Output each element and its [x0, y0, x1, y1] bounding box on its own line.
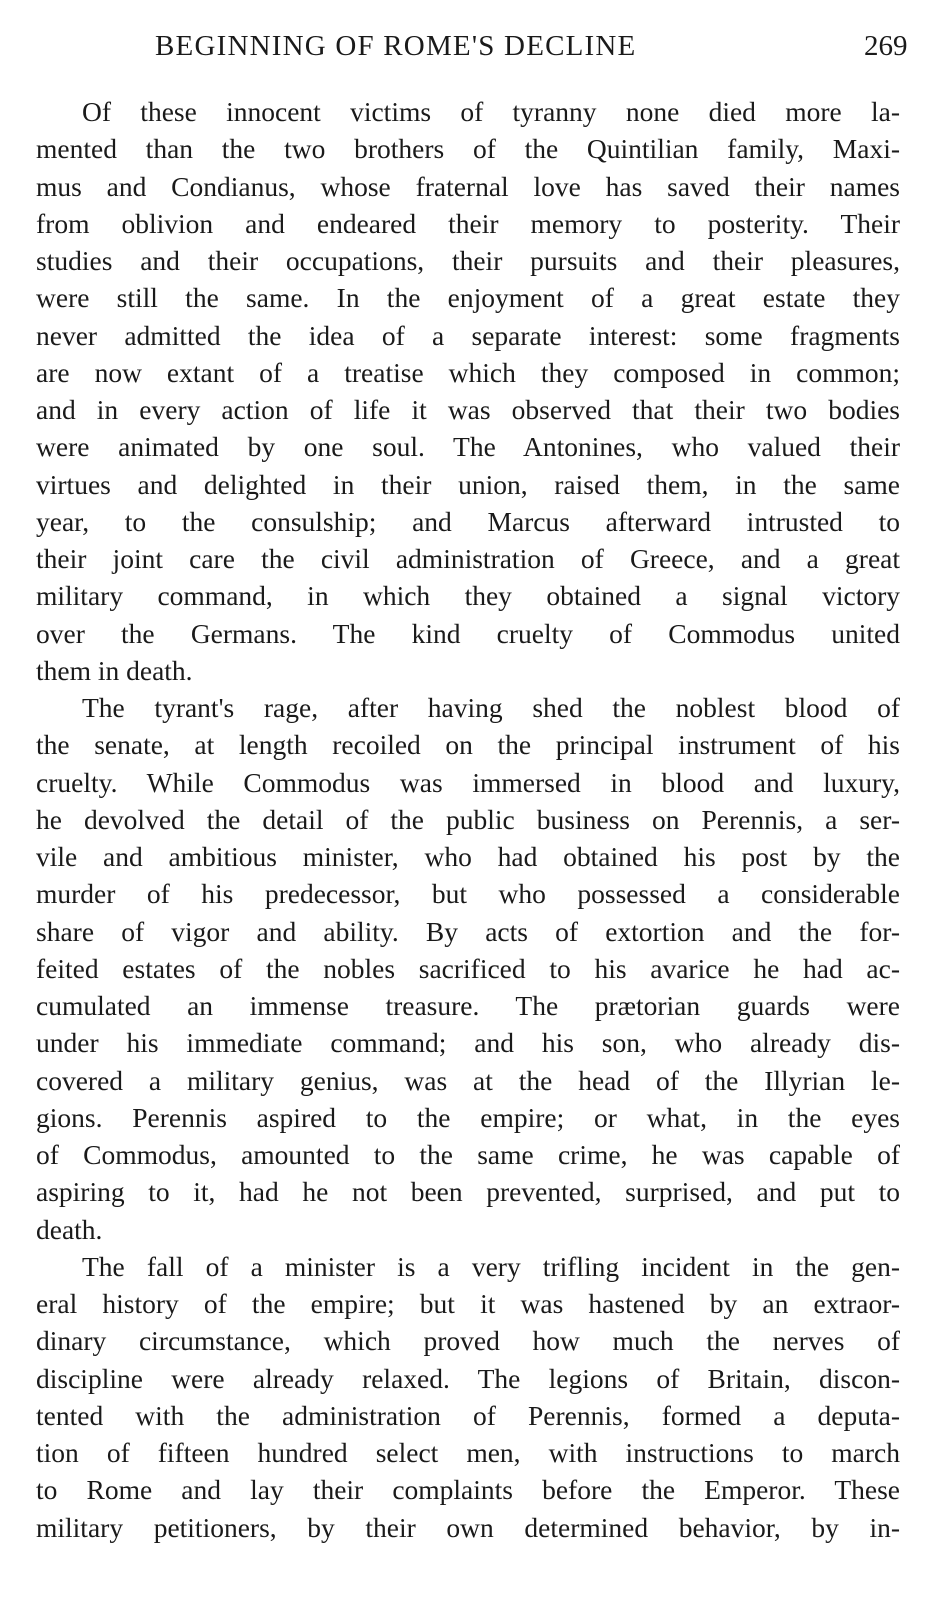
body-text [36, 93, 900, 1546]
text-line: cruelty. While Commodus was immersed in blood and luxury, [36, 766, 900, 798]
paragraph-1 [36, 93, 900, 689]
text-line: gions. Perennis aspired to the empire; or what, in the eyes [36, 1101, 900, 1133]
text-line: mented than the two brothers of the Quintilian family, Maxi- [36, 133, 900, 165]
text-line: military command, in which they obtained a signal victory [36, 580, 900, 612]
text-line: to Rome and lay their complaints before the Emperor. These [36, 1474, 900, 1506]
text-line: feited estates of the nobles sacrificed to his avarice he had ac- [36, 952, 900, 984]
text-line: are now extant of a treatise which they composed in common; [36, 356, 900, 388]
text-line: under his immediate command; and his son, who already dis- [36, 1027, 900, 1059]
text-line: tented with the administration of Perennis, formed a deputa- [36, 1399, 900, 1431]
page-number: 269 [864, 30, 908, 62]
text-line: covered a military genius, was at the head of the Illyrian le- [36, 1064, 900, 1096]
text-line: mus and Condianus, whose fraternal love has saved their names [36, 170, 900, 202]
text-line: studies and their occupations, their pursuits and their pleasures, [36, 245, 900, 276]
text-line: over the Germans. The kind cruelty of Commodus united [36, 617, 900, 649]
paragraph-3 [36, 1248, 900, 1546]
text-line: Of these innocent victims of tyranny none died more la- [82, 96, 900, 127]
text-line: from oblivion and endeared their memory to posterity. Their [36, 207, 900, 239]
text-line: and in every action of life it was observed that their two bodies [36, 394, 900, 425]
text-line: were animated by one soul. The Antonines, who valued their [36, 431, 900, 463]
text-line: cumulated an immense treasure. The prætorian guards were [36, 990, 900, 1021]
text-line: their joint care the civil administration of Greece, and a great [36, 543, 900, 574]
text-line: murder of his predecessor, but who possessed a considerable [36, 878, 900, 910]
text-line: never admitted the idea of a separate interest: some fragments [36, 319, 900, 351]
text-line: share of vigor and ability. By acts of extortion and the for- [36, 915, 900, 947]
text-line: vile and ambitious minister, who had obtained his post by the [36, 841, 900, 872]
page-header [0, 30, 950, 70]
text-line: were still the same. In the enjoyment of a great estate they [36, 282, 900, 314]
text-line: The tyrant's rage, after having shed the noblest blood of [82, 692, 900, 723]
paragraph-2 [36, 689, 900, 1248]
text-line: military petitioners, by their own determined behavior, by in- [36, 1511, 900, 1543]
text-line: death. [36, 1213, 103, 1245]
text-line: he devolved the detail of the public business on Perennis, a ser- [36, 803, 900, 835]
text-line: them in death. [36, 654, 193, 686]
text-line: eral history of the empire; but it was hastened by an extraor- [36, 1288, 900, 1319]
text-line: The fall of a minister is a very trifling incident in the gen- [82, 1250, 900, 1282]
text-line: the senate, at length recoiled on the principal instrument of his [36, 729, 900, 761]
text-line: aspiring to it, had he not been prevented, surprised, and put to [36, 1176, 900, 1208]
running-title: BEGINNING OF ROME'S DECLINE [155, 30, 637, 62]
text-line: of Commodus, amounted to the same crime, he was capable of [36, 1139, 900, 1170]
text-line: discipline were already relaxed. The legions of Britain, discon- [36, 1362, 900, 1394]
text-line: dinary circumstance, which proved how much the nerves of [36, 1325, 900, 1357]
text-line: year, to the consulship; and Marcus afterward intrusted to [36, 505, 900, 537]
text-line: tion of fifteen hundred select men, with instructions to march [36, 1437, 900, 1468]
text-line: virtues and delighted in their union, raised them, in the same [36, 468, 900, 500]
